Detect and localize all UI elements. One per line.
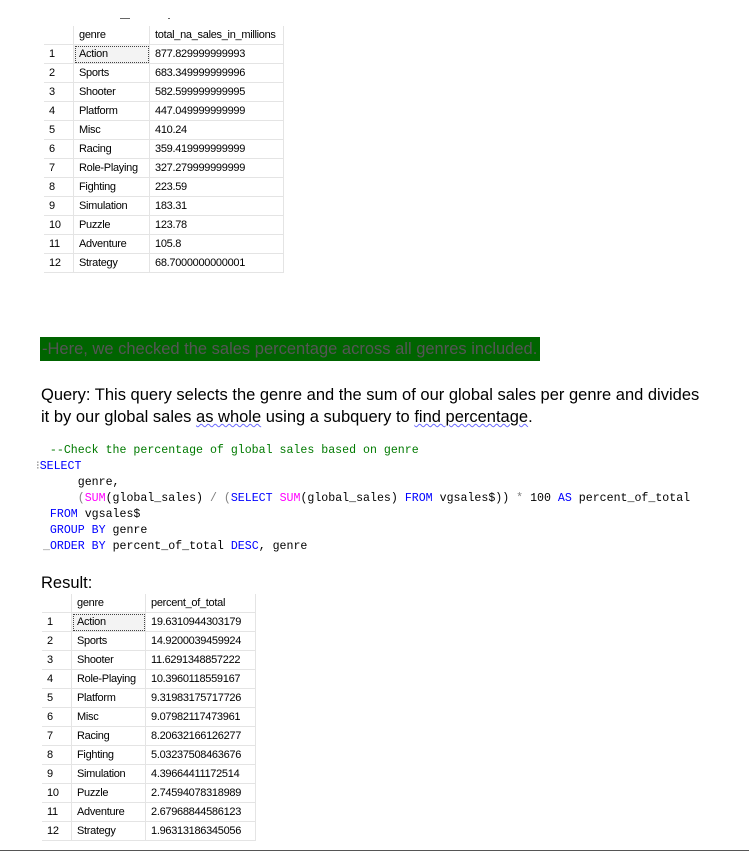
genre-cell[interactable]: Racing: [72, 727, 146, 746]
table-row[interactable]: [42, 689, 256, 708]
row-number[interactable]: 2: [44, 64, 74, 83]
sql-divide-operator: /: [203, 492, 224, 505]
table-row[interactable]: [42, 632, 256, 651]
genre-cell[interactable]: Shooter: [72, 651, 146, 670]
sql-keyword-order-by: ORDER BY: [49, 540, 106, 553]
genre-cell[interactable]: Adventure: [74, 235, 150, 254]
genre-cell[interactable]: Sports: [74, 64, 150, 83]
value-cell[interactable]: 410.24: [150, 121, 284, 140]
value-cell[interactable]: 14.9200039459924: [146, 632, 256, 651]
genre-cell[interactable]: Role-Playing: [72, 670, 146, 689]
sql-keyword-desc: DESC: [230, 540, 259, 553]
column-header-genre[interactable]: genre: [72, 594, 146, 613]
table-row[interactable]: [42, 803, 256, 822]
row-number[interactable]: 6: [44, 140, 74, 159]
table-row[interactable]: [44, 45, 284, 64]
row-number[interactable]: 12: [42, 822, 72, 841]
highlighted-note: -Here, we checked the sales percentage across all genres included.: [40, 337, 540, 361]
value-cell[interactable]: 11.6291348857222: [146, 651, 256, 670]
query-description-end: .: [528, 408, 533, 426]
genre-cell[interactable]: Strategy: [74, 254, 150, 273]
value-cell[interactable]: 9.31983175717726: [146, 689, 256, 708]
sql-group-column: genre: [105, 524, 148, 537]
row-number[interactable]: 12: [44, 254, 74, 273]
table-row[interactable]: [44, 64, 284, 83]
na-sales-results-grid: [44, 26, 290, 286]
table-row[interactable]: [42, 708, 256, 727]
sql-comment: --Check the percentage of global sales based on genre: [49, 444, 419, 457]
value-cell[interactable]: 123.78: [150, 216, 284, 235]
row-number[interactable]: 3: [42, 651, 72, 670]
query-description-part1: Query: This query selects the genre and the sum of our global sales per genre and divides it by our global sales: [41, 386, 700, 426]
sql-code-block: --Check the percentage of global sales based on genre ⁝SELECT genre, (SUM(global_sales) / (SELECT SUM(global_sales) FROM vgsales$)) * 100 AS percent_of_total FROM vgsales$ GROUP BY genre _ORDER BY percent_of_total DESC, genre: [36, 444, 691, 553]
value-cell[interactable]: 183.31: [150, 197, 284, 216]
query-description-find-percentage: find percentage: [414, 408, 529, 426]
sql-keyword-select: SELECT: [39, 460, 82, 473]
table-row[interactable]: [42, 651, 256, 670]
collapse-marker: ⁝: [36, 460, 40, 473]
page-bottom-border: [0, 850, 749, 851]
row-number-header: [44, 26, 74, 45]
sql-hundred: 100: [523, 492, 558, 505]
column-header-genre[interactable]: genre: [74, 26, 150, 45]
row-number[interactable]: 5: [42, 689, 72, 708]
row-number[interactable]: 3: [44, 83, 74, 102]
value-cell[interactable]: 2.67968844586123: [146, 803, 256, 822]
row-number[interactable]: 7: [42, 727, 72, 746]
value-cell[interactable]: 327.279999999999: [150, 159, 284, 178]
sql-subquery-arg: (global_sales): [300, 492, 405, 505]
genre-cell[interactable]: Racing: [74, 140, 150, 159]
value-cell[interactable]: 68.7000000000001: [150, 254, 284, 273]
table-header-row: [42, 594, 256, 613]
genre-cell[interactable]: Puzzle: [72, 784, 146, 803]
value-cell[interactable]: 582.599999999995: [150, 83, 284, 102]
genre-cell[interactable]: Platform: [72, 689, 146, 708]
grid-top-edge-dot: [168, 18, 170, 19]
genre-cell[interactable]: Platform: [74, 102, 150, 121]
genre-cell[interactable]: Action: [74, 45, 150, 64]
table-row[interactable]: [44, 178, 284, 197]
value-cell[interactable]: 1.96313186345056: [146, 822, 256, 841]
row-number[interactable]: 6: [42, 708, 72, 727]
genre-cell[interactable]: Strategy: [72, 822, 146, 841]
sql-multiply-operator: *: [516, 492, 524, 505]
sql-order-columns: percent_of_total: [105, 540, 231, 553]
value-cell[interactable]: 877.829999999993: [150, 45, 284, 64]
row-number[interactable]: 4: [42, 670, 72, 689]
table-row[interactable]: [44, 216, 284, 235]
row-number[interactable]: 9: [42, 765, 72, 784]
row-number[interactable]: 10: [44, 216, 74, 235]
genre-cell[interactable]: Adventure: [72, 803, 146, 822]
genre-cell[interactable]: Action: [72, 613, 146, 632]
table-row[interactable]: [42, 822, 256, 841]
value-cell[interactable]: 2.74594078318989: [146, 784, 256, 803]
row-number[interactable]: 2: [42, 632, 72, 651]
table-row[interactable]: [42, 784, 256, 803]
table-row[interactable]: [44, 121, 284, 140]
value-cell[interactable]: 359.419999999999: [150, 140, 284, 159]
na-sales-table: [44, 26, 284, 273]
genre-cell[interactable]: Puzzle: [74, 216, 150, 235]
column-header-total-na-sales[interactable]: total_na_sales_in_millions: [150, 26, 284, 45]
table-row[interactable]: [44, 254, 284, 273]
sql-subquery-open: (: [223, 492, 231, 505]
genre-cell[interactable]: Simulation: [72, 765, 146, 784]
table-row[interactable]: [44, 197, 284, 216]
table-row[interactable]: [42, 670, 256, 689]
value-cell[interactable]: 9.07982117473961: [146, 708, 256, 727]
value-cell[interactable]: 5.03237508463676: [146, 746, 256, 765]
sql-global-sales-arg: (global_sales): [105, 492, 203, 505]
sql-function-sum: SUM: [84, 492, 106, 505]
table-row[interactable]: [42, 746, 256, 765]
row-number[interactable]: 10: [42, 784, 72, 803]
value-cell[interactable]: 105.8: [150, 235, 284, 254]
table-row[interactable]: [44, 159, 284, 178]
sql-keyword-from: FROM: [49, 508, 78, 521]
sql-subquery-table: vgsales$)): [432, 492, 517, 505]
row-number[interactable]: 1: [42, 613, 72, 632]
sql-subquery-sum: SUM: [279, 492, 301, 505]
table-row[interactable]: [44, 235, 284, 254]
table-row[interactable]: [42, 765, 256, 784]
genre-cell[interactable]: Fighting: [74, 178, 150, 197]
value-cell[interactable]: 683.349999999996: [150, 64, 284, 83]
genre-cell[interactable]: Misc: [74, 121, 150, 140]
sql-alias: percent_of_total: [571, 492, 691, 505]
genre-cell[interactable]: Sports: [72, 632, 146, 651]
result-label: Result:: [41, 574, 93, 592]
percent-table: [42, 594, 256, 841]
row-number[interactable]: 8: [44, 178, 74, 197]
sql-column-genre: genre,: [77, 476, 120, 489]
genre-cell[interactable]: Simulation: [74, 197, 150, 216]
value-cell[interactable]: 10.3960118559167: [146, 670, 256, 689]
value-cell[interactable]: 4.39664411172514: [146, 765, 256, 784]
table-row[interactable]: [42, 727, 256, 746]
genre-cell[interactable]: Shooter: [74, 83, 150, 102]
sql-order-tail: , genre: [258, 540, 308, 553]
query-description-part2: using a subquery to: [261, 408, 415, 426]
column-header-percent-of-total[interactable]: percent_of_total: [146, 594, 256, 613]
row-number-header: [42, 594, 72, 613]
genre-cell[interactable]: Role-Playing: [74, 159, 150, 178]
value-cell[interactable]: 223.59: [150, 178, 284, 197]
genre-cell[interactable]: Fighting: [72, 746, 146, 765]
table-header-row: [44, 26, 284, 45]
row-number[interactable]: 5: [44, 121, 74, 140]
table-row[interactable]: [44, 140, 284, 159]
sql-keyword-as: AS: [557, 492, 572, 505]
table-row[interactable]: [44, 102, 284, 121]
row-number[interactable]: 11: [42, 803, 72, 822]
value-cell[interactable]: 447.049999999999: [150, 102, 284, 121]
sql-keyword-group-by: GROUP BY: [49, 524, 106, 537]
query-description: [41, 384, 701, 428]
query-description-as-whole: as whole: [196, 408, 262, 426]
table-row[interactable]: [44, 83, 284, 102]
row-number[interactable]: 7: [44, 159, 74, 178]
sql-table-name: vgsales$: [77, 508, 141, 521]
value-cell[interactable]: 8.20632166126277: [146, 727, 256, 746]
percent-results-grid: [42, 594, 260, 844]
row-number[interactable]: 4: [44, 102, 74, 121]
genre-cell[interactable]: Misc: [72, 708, 146, 727]
row-number[interactable]: 11: [44, 235, 74, 254]
row-number[interactable]: 8: [42, 746, 72, 765]
sql-subquery-select: SELECT: [230, 492, 273, 505]
row-number[interactable]: 9: [44, 197, 74, 216]
grid-top-edge-mark: [120, 18, 130, 19]
value-cell[interactable]: 19.6310944303179: [146, 613, 256, 632]
row-number[interactable]: 1: [44, 45, 74, 64]
table-row[interactable]: [42, 613, 256, 632]
sql-subquery-from: FROM: [404, 492, 433, 505]
